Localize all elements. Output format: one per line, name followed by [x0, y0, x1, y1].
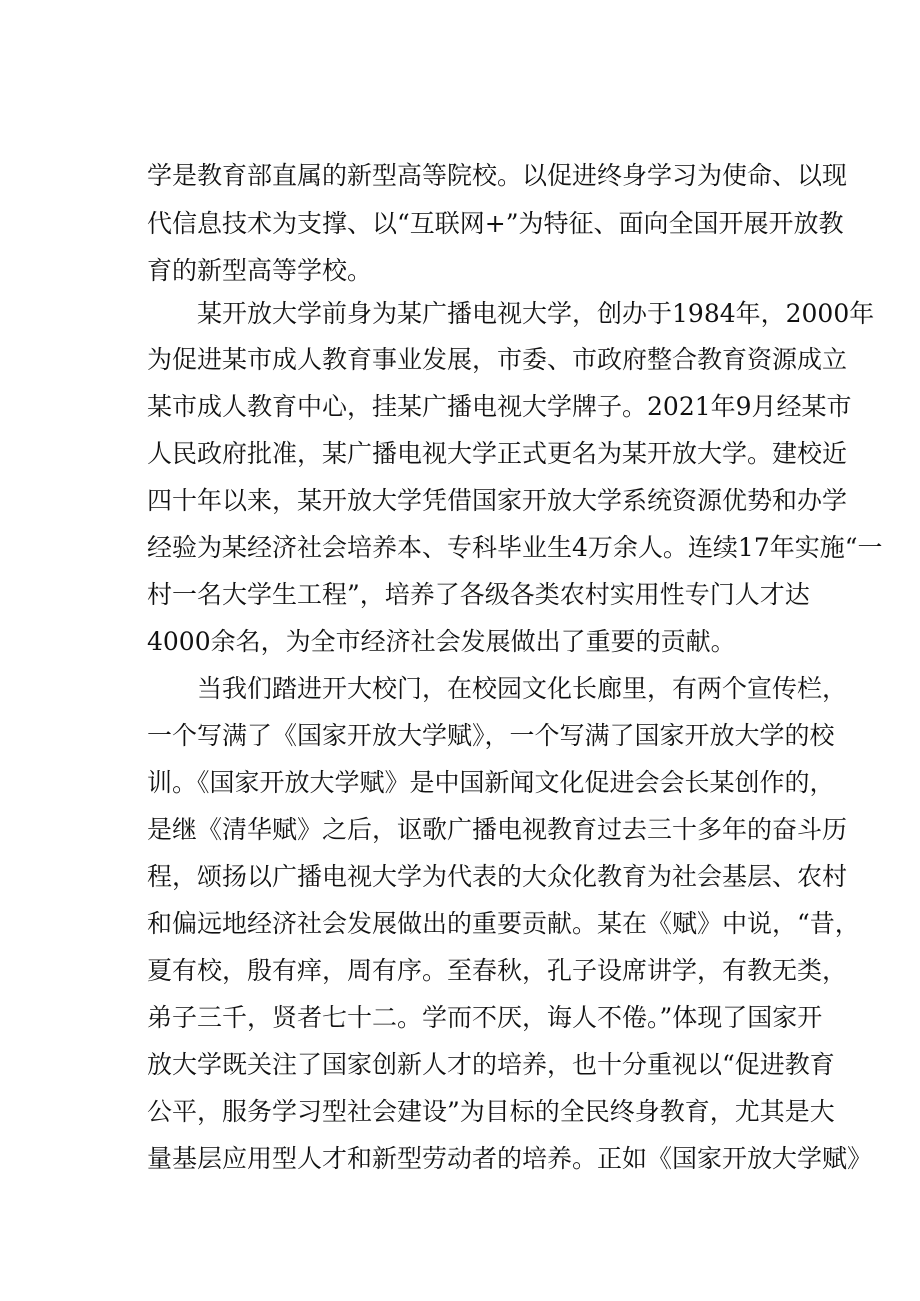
paragraph-1-line-1: 学是教育部直属的新型高等院校。以促进终身学习为使命、以现: [147, 161, 848, 190]
paragraph-1-line-3: 育的新型高等学校。: [147, 256, 373, 285]
paragraph-2-line-4: 人民政府批准，某广播电视大学正式更名为某开放大学。建校近: [147, 439, 848, 468]
paragraph-2-line-1: 某开放大学前身为某广播电视大学，创办于1984年，2000年: [197, 299, 875, 328]
paragraph-2-line-2: 为促进某市成人教育事业发展，市委、市政府整合教育资源成立: [147, 345, 848, 374]
paragraph-3-line-7: 夏有校，殷有痒，周有序。至春秋，孔子设席讲学，有教无类，: [147, 956, 848, 985]
paragraph-3-line-3: 训。《国家开放大学赋》是中国新闻文化促进会会长某创作的，: [147, 768, 835, 797]
paragraph-3-line-10: 公平，服务学习型社会建设”为目标的全民终身教育，尤其是大: [147, 1097, 835, 1126]
paragraph-1-line-2: 代信息技术为支撑、以“互联网+”为特征、面向全国开展开放教: [147, 209, 844, 238]
paragraph-2-line-6: 经验为某经济社会培养本、专科毕业生4万余人。连续17年实施“一: [147, 533, 883, 562]
paragraph-3-line-2: 一个写满了《国家开放大学赋》，一个写满了国家开放大学的校: [147, 721, 835, 750]
paragraph-2-line-3: 某市成人教育中心，挂某广播电视大学牌子。2021年9月经某市: [147, 392, 852, 421]
paragraph-2-line-8: 4000余名，为全市经济社会发展做出了重要的贡献。: [147, 627, 736, 656]
paragraph-3-line-6: 和偏远地经济社会发展做出的重要贡献。某在《赋》中说，“昔，: [147, 909, 860, 938]
paragraph-3-line-1: 当我们踏进开大校门，在校园文化长廊里，有两个宣传栏，: [197, 674, 848, 703]
paragraph-2-line-7: 村一名大学生工程”，培养了各级各类农村实用性专门人才达: [147, 580, 810, 609]
paragraph-2-line-5: 四十年以来，某开放大学凭借国家开放大学系统资源优势和办学: [147, 486, 848, 515]
paragraph-3-line-8: 弟子三千，贤者七十二。学而不厌，诲人不倦。”体现了国家开: [147, 1003, 823, 1032]
paragraph-3-line-4: 是继《清华赋》之后，讴歌广播电视教育过去三十多年的奋斗历: [147, 815, 848, 844]
paragraph-3-line-9: 放大学既关注了国家创新人才的培养，也十分重视以“促进教育: [147, 1050, 835, 1079]
paragraph-3-line-11: 量基层应用型人才和新型劳动者的培养。正如《国家开放大学赋》: [147, 1144, 873, 1173]
paragraph-3-line-5: 程，颂扬以广播电视大学为代表的大众化教育为社会基层、农村: [147, 862, 848, 891]
